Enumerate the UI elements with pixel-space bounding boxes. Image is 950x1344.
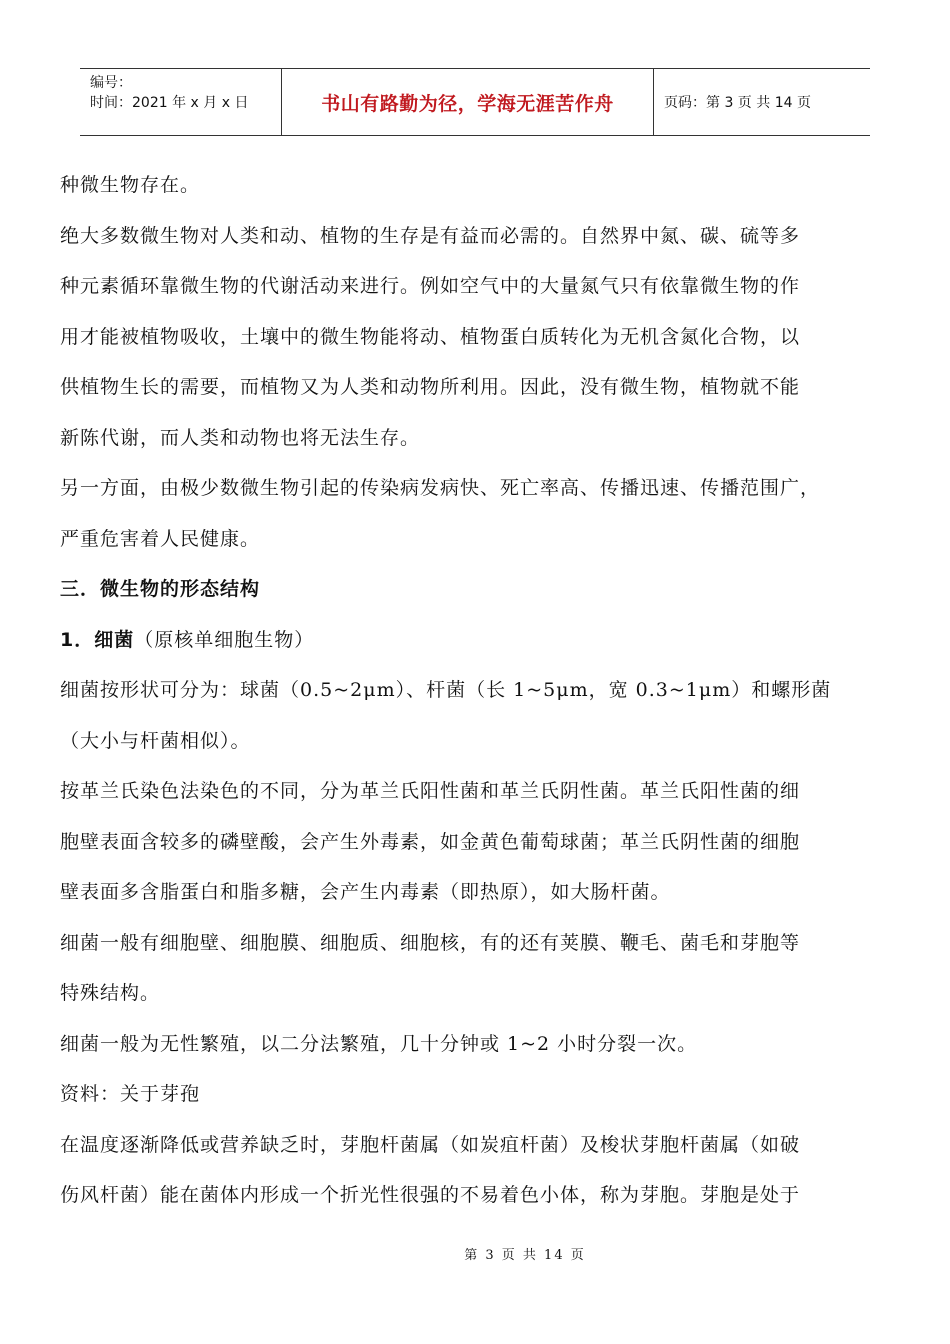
header-table — [80, 68, 870, 136]
section-heading: 三．微生物的形态结构 — [60, 578, 261, 600]
time-label: 时间：2021 年 x 月 x 日 — [90, 95, 249, 111]
page-info: 页码：第 3 页 共 14 页 — [664, 95, 811, 111]
body-line: 种元素循环靠微生物的代谢活动来进行。例如空气中的大量氮气只有依靠微生物的作 — [60, 275, 801, 297]
number-label: 编号： — [90, 75, 132, 91]
body-line: 绝大多数微生物对人类和动、植物的生存是有益而必需的。自然界中氮、碳、硫等多 — [60, 224, 801, 247]
sub-heading — [60, 615, 900, 666]
body-line: 壁表面多含脂蛋白和脂多糖，会产生内毒素（即热原），如大肠杆菌。 — [60, 881, 671, 903]
motto-text: 书山有路勤为径，学海无涯苦作舟 — [321, 92, 614, 115]
body-line: 新陈代谢，而人类和动物也将无法生存。 — [60, 426, 421, 449]
body-line: 伤风杆菌）能在菌体内形成一个折光性很强的不易着色小体，称为芽胞。芽胞是处于 — [60, 1184, 801, 1206]
body-line: 细菌一般为无性繁殖，以二分法繁殖，几十分钟或 1~2 小时分裂一次。 — [60, 1032, 698, 1055]
body-line: 特殊结构。 — [60, 982, 161, 1004]
header-page-cell — [654, 69, 870, 135]
body-line: 在温度逐渐降低或营养缺乏时，芽胞杆菌属（如炭疽杆菌）及梭状芽胞杆菌属（如破 — [60, 1133, 801, 1156]
body-line: 种微生物存在。 — [60, 174, 201, 196]
sub-heading-rest: （原核单细胞生物） — [134, 628, 315, 651]
header-meta-cell — [80, 69, 282, 135]
sub-heading-bold: 1．细菌 — [60, 628, 135, 651]
body-line: 细菌一般有细胞壁、细胞膜、细胞质、细胞核，有的还有荚膜、鞭毛、菌毛和芽胞等 — [60, 931, 801, 954]
body-line: 资料：关于芽孢 — [60, 1083, 201, 1105]
body-line: 按革兰氏染色法染色的不同，分为革兰氏阳性菌和革兰氏阴性菌。革兰氏阳性菌的细 — [60, 780, 801, 802]
body-line: 严重危害着人民健康。 — [60, 527, 261, 550]
body-line: （大小与杆菌相似）。 — [60, 729, 251, 752]
body-line: 胞壁表面含较多的磷壁酸，会产生外毒素，如金黄色葡萄球菌；革兰氏阴性菌的细胞 — [60, 830, 801, 853]
body-line: 细菌按形状可分为：球菌（0.5~2μm）、杆菌（长 1~5μm，宽 0.3~1μm）和螺形菌 — [60, 679, 832, 701]
body-line: 供植物生长的需要，而植物又为人类和动物所利用。因此，没有微生物，植物就不能 — [60, 376, 801, 398]
page-footer: 第 3 页 共 14 页 — [464, 1248, 586, 1263]
document-body — [60, 160, 900, 1221]
header-motto-cell — [282, 69, 654, 135]
body-line: 另一方面，由极少数微生物引起的传染病发病快、死亡率高、传播迅速、传播范围广， — [60, 477, 821, 499]
body-line: 用才能被植物吸收，土壤中的微生物能将动、植物蛋白质转化为无机含氮化合物，以 — [60, 325, 801, 348]
